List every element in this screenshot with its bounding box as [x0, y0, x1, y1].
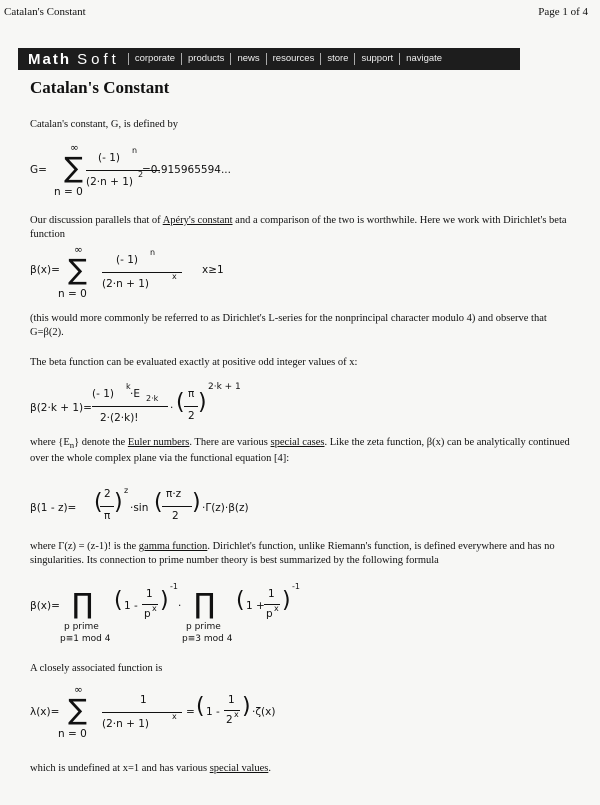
nav-corporate[interactable]: corporate: [128, 53, 181, 65]
paragraph-l-series: (this would more commonly be referred to as Dirichlet's L-series for the nonprincipal character modulo 4) and observe that G=β(2).: [30, 313, 547, 338]
nav-products[interactable]: products: [181, 53, 230, 65]
paragraph-gamma-function: where Γ(z) = (z-1)! is the gamma function. Dirichlet's function, unlike Riemann's function, is defined everywhere and has no singularities. Its connection to prime number theory is best summarized by the following formula: [30, 541, 555, 566]
nav-navigate[interactable]: navigate: [399, 53, 448, 65]
link-euler-numbers[interactable]: Euler numbers: [127, 437, 190, 448]
page-title: Catalan's Constant: [30, 78, 170, 97]
paragraph-associated-function: A closely associated function is: [30, 663, 163, 674]
nav-resources[interactable]: resources: [266, 53, 321, 65]
link-aperys-constant[interactable]: Apéry's constant: [162, 215, 233, 226]
paragraph-apery: Our discussion parallels that of Apéry's constant and a comparison of the two is worthwhile. Here we work with Dirichlet's beta function: [30, 215, 567, 240]
site-navbar: [18, 48, 520, 70]
nav-store[interactable]: store: [320, 53, 354, 65]
intro-text: Catalan's constant, G, is defined by: [30, 119, 178, 130]
nav-news[interactable]: news: [230, 53, 265, 65]
nav-support[interactable]: support: [354, 53, 399, 65]
link-gamma-function[interactable]: gamma function: [138, 541, 208, 552]
paragraph-euler-numbers: where $\{E_n\}$ denote the Euler numbers. There are various special cases. Like the zeta function, β(x) can be analytically continued over the whole complex plane via the functional equation [4]:: [30, 437, 570, 465]
link-special-cases[interactable]: special cases: [270, 437, 325, 448]
link-special-values[interactable]: special values: [209, 763, 269, 774]
paragraph-odd-values: The beta function can be evaluated exactly at positive odd integer values of x:: [30, 357, 358, 368]
print-header-title: Catalan's Constant: [4, 6, 86, 18]
paragraph-special-values: which is undefined at x=1 and has various special values.: [30, 763, 271, 774]
mathsoft-logo[interactable]: Math Soft: [28, 50, 120, 68]
print-header-page: Page 1 of 4: [538, 6, 588, 18]
